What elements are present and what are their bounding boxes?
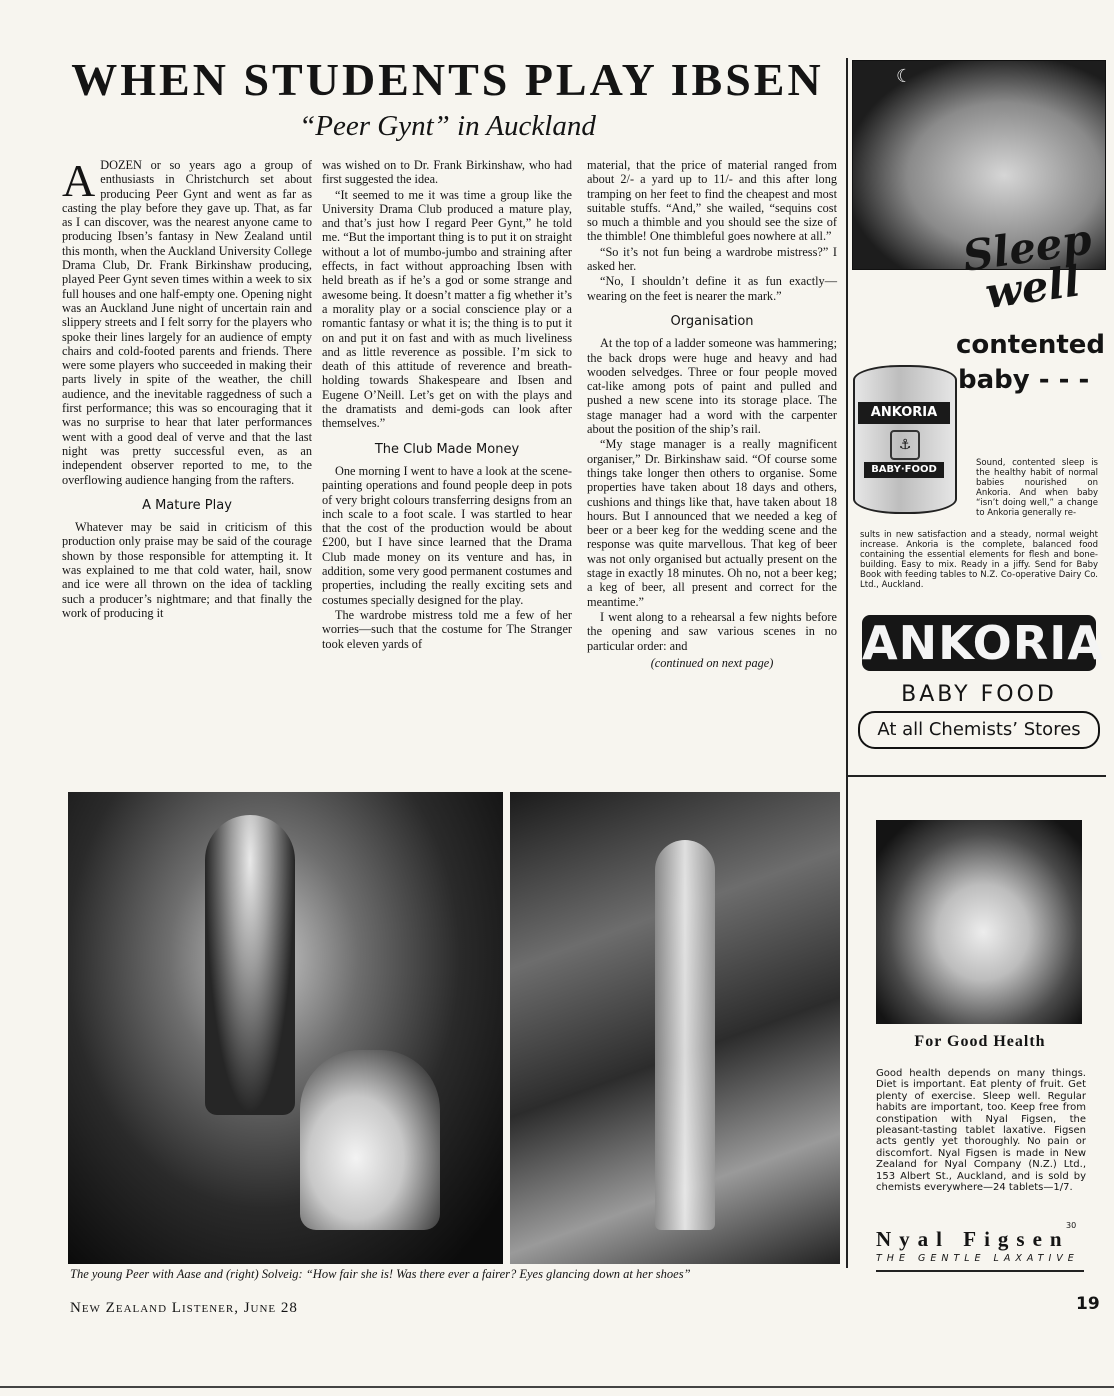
- ad-script-slogan: Sleep well: [959, 214, 1095, 319]
- ad-body-copy: Sound, contented sleep is the healthy habit of normal babies nourished on Ankoria. And when baby “isn’t doing well,” a change to Ankoria generally re-: [976, 458, 1098, 518]
- photo-figure-aase: [205, 815, 295, 1115]
- photo-caption: The young Peer with Aase and (right) Solveig: “How fair she is! Was there ever a fairer? Eyes glancing down at her shoes”: [70, 1267, 691, 1281]
- paragraph: The wardrobe mistress told me a few of her worries—such that the costume for The Stranger took eleven yards of: [322, 607, 572, 651]
- ad-divider: [848, 775, 1106, 777]
- paragraph: material, that the price of material ranged from about 2/- a yard up to 11/- and this after long tramping on her feet to find the cheapest and most suitable stuffs. “And,” she wailed, “sequins cost so much a thimble and you should see the size of the thimble! One thimbleful goes nowhere at all.”: [587, 158, 837, 244]
- ad-tagline: THE GENTLE LAXATIVE: [876, 1253, 1079, 1264]
- paragraph: was wished on to Dr. Frank Birkinshaw, who had first suggested the idea.: [322, 158, 572, 187]
- ad-body-copy-continued: sults in new satisfaction and a steady, normal weight increase. Ankoria is the complete, balanced food containing the essential elements for flesh and bone-building. Easy to mix. Ready in a jiffy. Send for Baby Book with feeding tables to N.Z. Co-operative Dairy Co. Ltd., Auckland.: [860, 530, 1098, 590]
- continued-note: (continued on next page): [650, 655, 774, 670]
- woman-portrait-photo: [876, 820, 1082, 1024]
- ad-body-copy: Good health depends on many things. Diet is important. Eat plenty of fruit. Get plenty of exercise. Sleep well. Regular habits are important, too. Keep free from constipation with Nyal Figsen, the pleasant-tasting tablet laxative. Figsen acts gently yet thoroughly. No pain or discomfort. Nyal Figsen is made in New Zealand for Nyal Company (N.Z.) Ltd., 153 Albert St., Auckland, and is sold by chemists everywhere—24 tablets—1/7.: [876, 1068, 1086, 1194]
- tin-product-label: BABY·FOOD: [864, 462, 944, 478]
- paragraph: DOZEN or so years ago a group of enthusiasts in Christchurch set about producing Peer Gynt and went as far as casting the play before they gave up. That, as far as I can discover, was the nearest anyone came to producing Ibsen’s fantasy in New Zealand until this month, when the Auckland University College Drama Club, Dr. Frank Birkinshaw producing, played Peer Gynt seven times within a week to six full houses and one half-empty one. Opening night was an Auckland June night of uncertain rain and slippery streets and I felt sorry for the players who spoke their lines largely for an audience of empty chairs and cold-footed parents and friends. There were some players who succeeded in making their parts lively in spite of the weather, the chill audience, and the inevitable raggedness of such a first performance; this was so encouraging that it was no surprise to hear that later performances went with a good deal of verve and that the last night was pretty successful even, as an independent observer reported to me, to the overflowing audience hanging from the rafters.: [62, 158, 312, 487]
- page-edge-line: [0, 1386, 1114, 1388]
- ankoria-logo: ANKORIA: [862, 616, 1104, 670]
- publication-footer: New Zealand Listener, June 28: [70, 1300, 298, 1316]
- section-heading-organisation: Organisation: [670, 313, 754, 329]
- article-column-1: [62, 155, 312, 621]
- tin-brand-label: ANKORIA: [858, 402, 950, 424]
- article-subheadline: “Peer Gynt” in Auckland: [299, 110, 596, 142]
- article-headline: WHEN STUDENTS PLAY IBSEN: [71, 54, 824, 105]
- page-number: 19: [1076, 1294, 1100, 1314]
- nyal-figsen-brand: Nyal Figsen: [876, 1227, 1070, 1251]
- ad-slogan-line-2: baby - - -: [958, 365, 1090, 395]
- ad-number: 30: [1066, 1221, 1077, 1230]
- section-heading-mature-play: A Mature Play: [142, 497, 232, 513]
- ad-product-name: BABY FOOD: [901, 682, 1057, 707]
- paragraph: At the top of a ladder someone was hammering; the back drops were huge and heavy and had wooden selvedges. Three or four people moved cat-like among pots of paint and pulled and pushed a new scene into its storage place. The stage manager had a word with the carpenter about the position of the ship’s rail.: [587, 336, 837, 437]
- paragraph: Whatever may be said in criticism of this production only praise may be said of the courage shown by those responsible for attempting it. It was explained to me that cold water, hail, snow and ice were all thrown on the idea of tackling such a producer’s nightmare; and that finally the work of producing it: [62, 520, 312, 620]
- article-column-2: [322, 158, 572, 652]
- moon-icon: ☾: [896, 66, 913, 86]
- ad-rule: [876, 1270, 1084, 1272]
- paragraph: I went along to a rehearsal a few nights before the opening and saw various scenes in no particular order: and: [587, 609, 837, 653]
- ad-slogan-line-1: contented: [956, 330, 1106, 360]
- drop-cap: A: [62, 155, 96, 206]
- section-heading-club-made-money: The Club Made Money: [374, 441, 520, 457]
- paragraph: “No, I shouldn’t define it as fun exactly—wearing on the feet is nearer the mark.”: [587, 274, 837, 303]
- photo-figure-peer: [300, 1050, 440, 1230]
- photo-figure-solveig: [655, 840, 715, 1230]
- ad-stockist-badge: At all Chemists’ Stores: [858, 711, 1100, 749]
- paragraph: “So it’s not fun being a wardrobe mistress?” I asked her.: [587, 244, 837, 274]
- article-column-3: [587, 158, 837, 670]
- paragraph: “It seemed to me it was time a group like the University Drama Club produced a mature play, and that’s just how I regard Peer Gynt,” he told me. “But the important thing is to put it on straight without a lot of mumbo-jumbo and straining after effects, in fact without approaching Ibsen with held breath as if he’s a god or some strange and awesome being. It doesn’t matter a fig whether it’s a morality play or a social conscience play or a romantic fantasy or what it is; the thing is to put it on and put it on fast and with as much liveliness and as little reverence as possible. I’m sick to death of this attitude of reverence and breath-holding towards Shakespeare and Ibsen and Eugene O’Neill. Let’s get on with the plays and the dramatists and demi-gods can look after themselves.”: [322, 187, 572, 431]
- column-divider: [846, 58, 848, 1268]
- ad-heading: For Good Health: [914, 1033, 1046, 1050]
- paragraph: “My stage manager is a really magnificent organiser,” Dr. Birkinshaw said. “Of course some things take longer then others to organise. Some properties have taken about 18 days and others, cushions and things like that, have taken about 18 hours. But I announced that we needed a keg of beer or a beer keg for the wedding scene and the response was quite marvellous. That keg of beer was not only organised but actually present on the stage in exactly 18 minutes. Oh no, not a beer keg; a keg of beer, all present and correct for the meantime.”: [587, 437, 837, 609]
- shield-icon: ⚓: [890, 430, 920, 460]
- paragraph: One morning I went to have a look at the scene-painting operations and found people deep in pots of very bright colours transferring designs from an inch scale to a foot scale. I was startled to hear that the cost of the production would be about £200, but I have since learned that the Drama Club made money on its venture and has, in addition, some very good permanent costumes and properties, including the really exciting sets and costumes specially designed for the play.: [322, 463, 572, 607]
